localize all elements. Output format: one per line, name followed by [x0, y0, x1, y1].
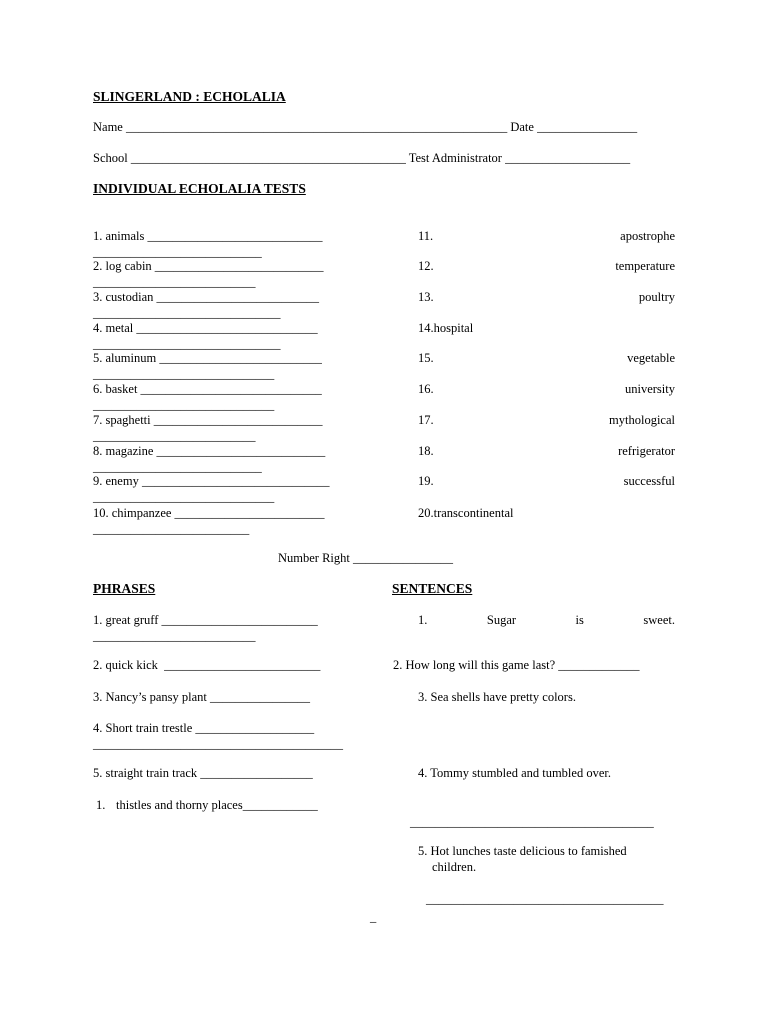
phrase-item: 2. quick kick _________________________ [93, 658, 321, 672]
sentence-word: sweet. [643, 613, 675, 627]
list-item-word: apostrophe [620, 229, 675, 243]
list-item-underline: ______________________________ [93, 337, 281, 351]
phrases-heading: PHRASES [93, 581, 156, 596]
sentence-item: 5. Hot lunches taste delicious to famished [418, 844, 627, 858]
list-item: 5. aluminum __________________________ [93, 351, 322, 365]
phrase-item: 5. straight train track __________________ [93, 766, 313, 780]
phrase-item: thistles and thorny places____________ [116, 798, 318, 812]
phrase-item: 1. great gruff _________________________ [93, 613, 318, 627]
list-item: 3. custodian __________________________ [93, 290, 320, 304]
sentence-item: 3. Sea shells have pretty colors. [418, 690, 576, 704]
sentence-word: Sugar [486, 613, 517, 627]
sentence-item-underline: ______________________________________ [426, 892, 664, 906]
list-item-underline: _____________________________ [93, 490, 275, 504]
list-item-number: 20.transcontinental [418, 506, 514, 520]
list-item-word: refrigerator [618, 444, 675, 458]
list-item: 8. magazine ___________________________ [93, 444, 326, 458]
list-item: 9. enemy ______________________________ [93, 474, 330, 488]
list-item-number: 14.hospital [418, 321, 474, 335]
sentence-item: 2. How long will this game last? _____________ [393, 658, 640, 672]
list-item-number: 13. [418, 290, 434, 304]
list-item: 1. animals ____________________________ [93, 229, 323, 243]
list-item-word: successful [623, 474, 675, 488]
list-item: 10. chimpanzee ________________________ [93, 506, 325, 520]
sentence-item: 4. Tommy stumbled and tumbled over. [418, 766, 611, 780]
list-item: 7. spaghetti ___________________________ [93, 413, 323, 427]
section-heading-individual: INDIVIDUAL ECHOLALIA TESTS [93, 181, 306, 196]
list-item-word: temperature [615, 259, 675, 273]
list-item: 6. basket _____________________________ [93, 382, 322, 396]
sentence-word: is [575, 613, 584, 627]
list-item: 4. metal _____________________________ [93, 321, 318, 335]
phrase-item-number: 1. [96, 798, 106, 812]
sentence-item-underline: _______________________________________ [410, 815, 654, 829]
list-item-underline: __________________________ [93, 275, 256, 289]
list-item-underline: ___________________________ [93, 460, 262, 474]
list-item-underline: __________________________ [93, 429, 256, 443]
list-item-underline: ___________________________ [93, 245, 262, 259]
phrase-item: 3. Nancy’s pansy plant ________________ [93, 690, 310, 704]
list-item-number: 17. [418, 413, 434, 427]
list-item-underline: _____________________________ [93, 367, 275, 381]
list-item-word: poultry [638, 290, 675, 304]
list-item-word: mythological [609, 413, 675, 427]
list-item-number: 19. [418, 474, 434, 488]
list-item-word: university [625, 382, 675, 396]
sentences-heading: SENTENCES [392, 581, 473, 596]
list-item: 2. log cabin ___________________________ [93, 259, 324, 273]
footer-mark: _ [370, 910, 377, 924]
phrase-item: 4. Short train trestle ___________________ [93, 721, 315, 735]
list-item-number: 12. [418, 259, 434, 273]
name-date-line: Name _____________________________________________________________ Date ________________ [93, 120, 638, 134]
list-item-underline: _____________________________ [93, 398, 275, 412]
document-title: SLINGERLAND : ECHOLALIA [93, 89, 286, 104]
list-item-number: 11. [418, 229, 434, 243]
list-item-word: vegetable [627, 351, 675, 365]
number-right-line: Number Right ________________ [278, 551, 453, 565]
phrase-item-underline: ________________________________________ [93, 737, 343, 751]
list-item-underline: _________________________ [93, 522, 250, 536]
school-administrator-line: School ____________________________________________ Test Administrator ____________________ [93, 151, 631, 165]
list-item-number: 18. [418, 444, 434, 458]
list-item-number: 16. [418, 382, 434, 396]
sentence-word: 1. [418, 613, 428, 627]
sentence-item [418, 613, 675, 628]
sentence-item-continuation: children. [432, 860, 477, 874]
list-item-underline: ______________________________ [93, 306, 281, 320]
list-item-number: 15. [418, 351, 434, 365]
phrase-item-underline: __________________________ [93, 629, 256, 643]
